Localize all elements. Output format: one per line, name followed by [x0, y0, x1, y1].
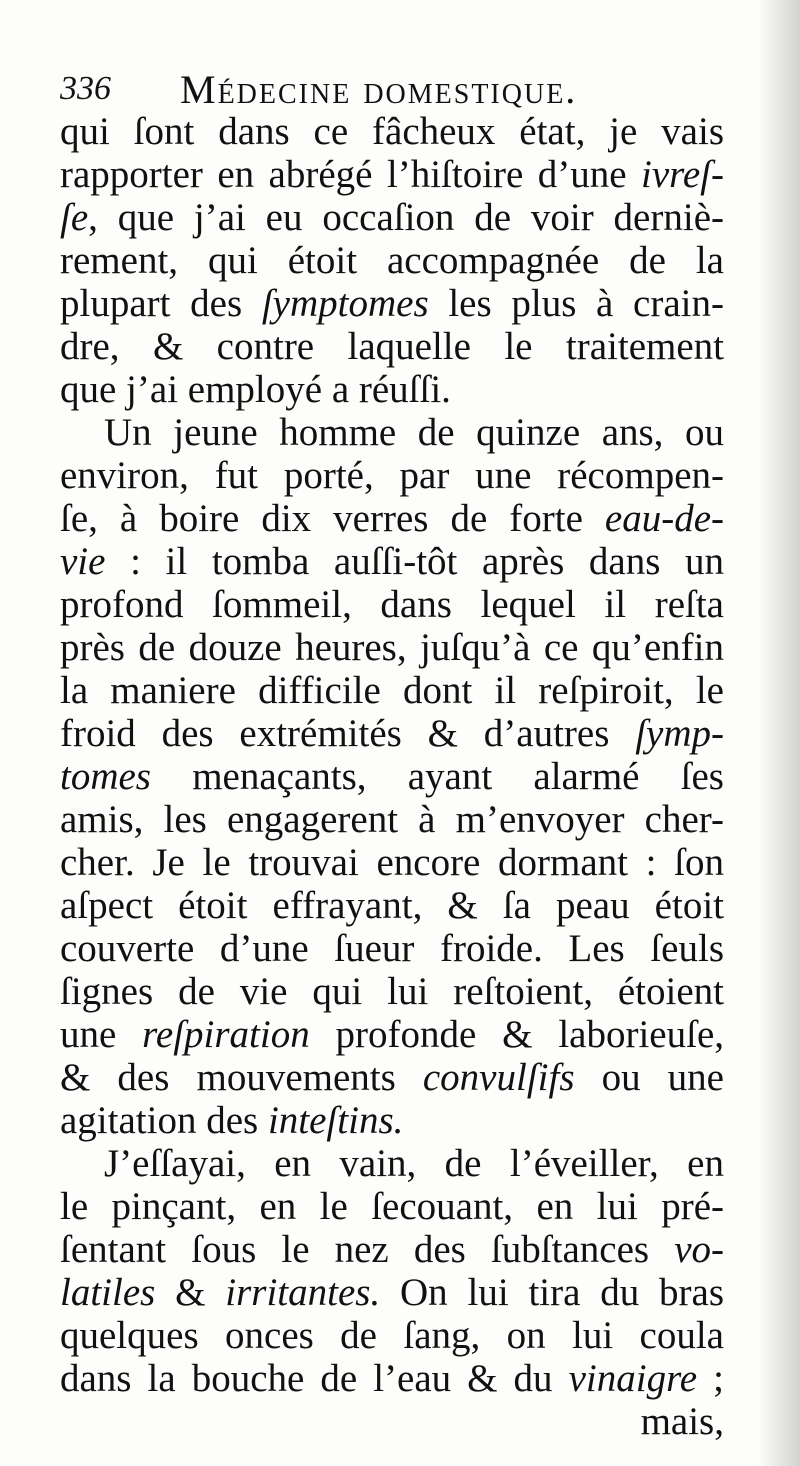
- page-number: 336: [60, 70, 111, 107]
- text-segment: rapporter en abrégé l’hiſtoire d’une: [60, 153, 641, 196]
- italic-text: reſpiration: [142, 1013, 310, 1056]
- text-line: [60, 495, 724, 543]
- text-segment: que j’ai employé a réuſſi.: [60, 368, 451, 411]
- text-segment: quelques onces de ſang, on lui coula: [60, 1314, 724, 1357]
- text-line: [60, 366, 724, 414]
- text-segment: aſpect étoit effrayant, & ſa peau étoit: [60, 884, 724, 927]
- text-line: [60, 323, 724, 371]
- text-line: [60, 1183, 724, 1231]
- text-segment: On lui tira du bras: [380, 1271, 724, 1314]
- text-segment: , que j’ai eu occaſion de voir derniè-: [88, 196, 724, 239]
- text-line: [60, 108, 724, 156]
- text-line: [60, 1097, 724, 1145]
- text-line: [60, 280, 724, 328]
- text-segment: menaçants, ayant alarmé ſes: [151, 755, 724, 798]
- italic-text: tomes: [60, 755, 151, 798]
- italic-text: vo-: [674, 1228, 724, 1271]
- text-segment: couverte d’une ſueur froide. Les ſeuls: [60, 927, 724, 970]
- text-segment: J’eſſayai, en vain, de l’éveiller, en: [104, 1142, 724, 1185]
- text-line: [60, 753, 724, 801]
- text-segment: amis, les engagerent à m’envoyer cher-: [60, 798, 724, 841]
- italic-text: ſe: [60, 196, 89, 239]
- text-segment: froid des extrémités & d’autres: [60, 712, 636, 755]
- text-line: [60, 882, 724, 930]
- italic-text: ſymp-: [635, 712, 724, 755]
- text-segment: la maniere difficile dont il reſpiroit, le: [60, 669, 724, 712]
- text-line: [60, 581, 724, 629]
- text-line: [60, 1355, 724, 1403]
- italic-text: vie: [60, 540, 106, 583]
- text-segment: mais,: [640, 1400, 724, 1443]
- italic-text: inteſtins.: [267, 1099, 404, 1142]
- text-segment: : il tomba auſſi-tôt après dans un: [105, 540, 724, 583]
- text-line: [60, 1011, 724, 1059]
- text-line: [60, 1054, 724, 1102]
- running-title: Médecine domestique.: [180, 67, 578, 112]
- text-segment: une: [60, 1013, 143, 1056]
- text-line: [60, 710, 724, 758]
- text-segment: ſignes de vie qui lui reſtoient, étoient: [60, 970, 724, 1013]
- text-line: [60, 968, 724, 1016]
- text-segment: profond ſommeil, dans lequel il reſta: [60, 583, 724, 626]
- text-segment: ſe, à boire dix verres de forte: [60, 497, 605, 540]
- text-line: [60, 409, 724, 457]
- italic-text: eau-de-: [604, 497, 724, 540]
- text-line: [60, 1226, 724, 1274]
- text-segment: agitation des: [60, 1099, 268, 1142]
- text-segment: rement, qui étoit accompagnée de la: [60, 239, 724, 282]
- text-line: [60, 667, 724, 715]
- text-segment: ou une: [574, 1056, 724, 1099]
- text-segment: ſentant ſous le nez des ſubſtances: [60, 1228, 675, 1271]
- text-line: [60, 538, 724, 586]
- running-head: [60, 64, 740, 114]
- italic-text: convulſifs: [422, 1056, 575, 1099]
- text-line: [60, 839, 724, 887]
- text-line: [60, 452, 724, 500]
- text-segment: les plus à crain-: [428, 282, 724, 325]
- text-segment: & des mouvements: [60, 1056, 423, 1099]
- text-line: [60, 1269, 724, 1317]
- text-segment: cher. Je le trouvai encore dormant : ſon: [60, 841, 724, 884]
- text-line: [60, 194, 724, 242]
- text-segment: plupart des: [60, 282, 262, 325]
- text-line: [60, 1398, 724, 1446]
- italic-text: latiles: [60, 1271, 156, 1314]
- body-text: [60, 108, 725, 1443]
- text-line: [60, 237, 724, 285]
- text-segment: qui ſont dans ce fâcheux état, je vais: [60, 110, 724, 153]
- text-line: [60, 925, 724, 973]
- text-segment: près de douze heures, juſqu’à ce qu’enfin: [60, 626, 724, 669]
- italic-text: vinaigre: [568, 1357, 698, 1400]
- italic-text: ivreſ-: [640, 153, 724, 196]
- text-line: [60, 1140, 724, 1188]
- text-line: [60, 151, 724, 199]
- text-segment: le pinçant, en le ſecouant, en lui pré-: [60, 1185, 724, 1228]
- text-segment: dre, & contre laquelle le traitement: [60, 325, 724, 368]
- text-line: [60, 796, 724, 844]
- text-segment: dans la bouche de l’eau & du: [60, 1357, 569, 1400]
- text-segment: profonde & laborieuſe,: [309, 1013, 725, 1056]
- italic-text: irritantes.: [225, 1271, 381, 1314]
- text-line: [60, 624, 724, 672]
- text-line: [60, 1312, 724, 1360]
- text-segment: Un jeune homme de quinze ans, ou: [104, 411, 724, 454]
- italic-text: ſymptomes: [261, 282, 429, 325]
- text-segment: &: [155, 1271, 226, 1314]
- text-segment: ;: [697, 1357, 724, 1400]
- page-gutter-shadow: [758, 0, 800, 1466]
- text-segment: environ, fut porté, par une récompen-: [60, 454, 724, 497]
